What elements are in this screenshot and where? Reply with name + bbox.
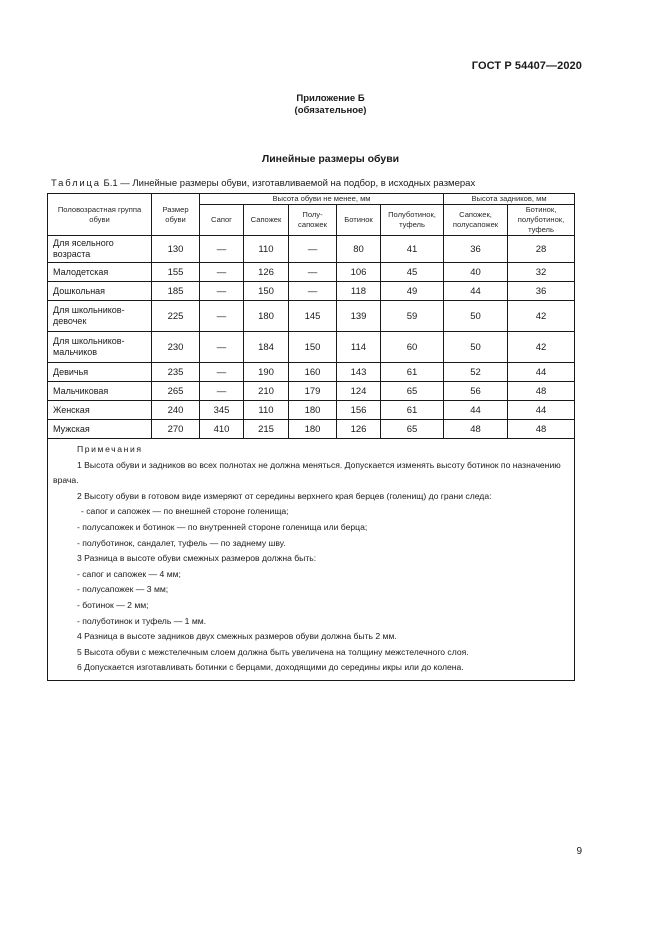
header-polusapozhek: Полу-сапожек [289, 205, 337, 236]
cell-botinok: 126 [337, 420, 381, 439]
cell-heel1: 36 [444, 236, 508, 263]
note-2: 2 Высоту обуви в готовом виде измеряют от середины верхнего края берцев (голенищ) до грани следа: [77, 490, 492, 501]
header-height-group: Высота обуви не менее, мм [200, 194, 444, 205]
table-row [48, 282, 575, 301]
table-header-row [48, 194, 575, 205]
cell-size: 155 [152, 263, 200, 282]
note-4: 4 Разница в высоте задников двух смежных размеров обуви должна быть 2 мм. [77, 631, 397, 642]
shoe-size-table [47, 193, 575, 681]
cell-heel1: 52 [444, 363, 508, 382]
cell-polusapozhek: 150 [289, 332, 337, 363]
header-heel-botinok: Ботинок, полуботинок, туфель [508, 205, 575, 236]
header-group: Половозрастная группа обуви [48, 194, 152, 236]
note-2c: - полуботинок, сандалет, туфель — по заднему шву. [77, 537, 286, 548]
cell-group: Мальчиковая [48, 382, 152, 401]
cell-sapozhek: 110 [244, 401, 289, 420]
note-3: 3 Разница в высоте обуви смежных размеров должна быть: [77, 553, 317, 564]
cell-group: Малодетская [48, 263, 152, 282]
cell-polubotinok: 41 [381, 236, 444, 263]
note-3b: - полусапожек — 3 мм; [77, 584, 169, 595]
header-sapozhek: Сапожек [244, 205, 289, 236]
cell-sapog: — [200, 382, 244, 401]
cell-heel2: 42 [508, 301, 575, 332]
cell-sapozhek: 210 [244, 382, 289, 401]
cell-polubotinok: 49 [381, 282, 444, 301]
cell-polusapozhek: — [289, 236, 337, 263]
cell-polubotinok: 61 [381, 363, 444, 382]
cell-group: Дошкольная [48, 282, 152, 301]
cell-polubotinok: 59 [381, 301, 444, 332]
cell-sapog: — [200, 263, 244, 282]
table-row [48, 263, 575, 282]
appendix-title: Приложение Б [296, 93, 365, 104]
note-2b: - полусапожек и ботинок — по внутренней стороне голенища или берца; [77, 521, 368, 532]
cell-sapog: — [200, 301, 244, 332]
cell-size: 240 [152, 401, 200, 420]
cell-group: Для школьников-девочек [48, 301, 152, 332]
cell-size: 130 [152, 236, 200, 263]
cell-polubotinok: 45 [381, 263, 444, 282]
cell-heel2: 44 [508, 401, 575, 420]
table-row [48, 401, 575, 420]
table-row [48, 382, 575, 401]
cell-size: 230 [152, 332, 200, 363]
notes-title: Примечания [77, 444, 143, 454]
table-caption-text: Б.1 — Линейные размеры обуви, изготавливаемой на подбор, в исходных размерах [100, 178, 476, 189]
notes-block [48, 439, 575, 681]
cell-polusapozhek: 180 [289, 420, 337, 439]
cell-heel2: 44 [508, 363, 575, 382]
table-caption-label: Таблица [51, 178, 101, 189]
cell-botinok: 80 [337, 236, 381, 263]
cell-heel2: 48 [508, 382, 575, 401]
cell-botinok: 106 [337, 263, 381, 282]
note-2a: - сапог и сапожек — по внешней стороне голенища; [81, 506, 289, 517]
cell-size: 225 [152, 301, 200, 332]
cell-heel2: 42 [508, 332, 575, 363]
header-botinok: Ботинок [337, 205, 381, 236]
cell-group: Для школьников-мальчиков [48, 332, 152, 363]
cell-polusapozhek: — [289, 263, 337, 282]
cell-botinok: 114 [337, 332, 381, 363]
cell-size: 265 [152, 382, 200, 401]
cell-heel1: 44 [444, 282, 508, 301]
cell-sapog: 345 [200, 401, 244, 420]
cell-botinok: 118 [337, 282, 381, 301]
cell-sapozhek: 126 [244, 263, 289, 282]
cell-heel1: 48 [444, 420, 508, 439]
cell-sapog: 410 [200, 420, 244, 439]
appendix-note: (обязательное) [294, 105, 367, 116]
cell-group: Для ясельного возраста [48, 236, 152, 263]
cell-polubotinok: 65 [381, 420, 444, 439]
cell-heel2: 28 [508, 236, 575, 263]
cell-polubotinok: 61 [381, 401, 444, 420]
cell-heel1: 44 [444, 401, 508, 420]
note-3a: - сапог и сапожек — 4 мм; [77, 568, 181, 579]
cell-polubotinok: 60 [381, 332, 444, 363]
cell-heel1: 50 [444, 301, 508, 332]
note-6: 6 Допускается изготавливать ботинки с берцами, доходящими до середины икры или до колена. [77, 662, 464, 673]
note-3d: - полуботинок и туфель — 1 мм. [77, 615, 207, 626]
cell-sapozhek: 110 [244, 236, 289, 263]
header-size: Размер обуви [152, 194, 200, 236]
header-sapog: Сапог [200, 205, 244, 236]
header-polubotinok: Полуботинок, туфель [381, 205, 444, 236]
cell-sapog: — [200, 332, 244, 363]
cell-polusapozhek: 180 [289, 401, 337, 420]
table-row [48, 420, 575, 439]
cell-sapozhek: 150 [244, 282, 289, 301]
cell-botinok: 124 [337, 382, 381, 401]
cell-botinok: 156 [337, 401, 381, 420]
header-heel-group: Высота задников, мм [444, 194, 575, 205]
cell-group: Мужская [48, 420, 152, 439]
cell-group: Девичья [48, 363, 152, 382]
cell-heel1: 50 [444, 332, 508, 363]
page-number: 9 [576, 846, 582, 857]
cell-sapozhek: 215 [244, 420, 289, 439]
cell-sapog: — [200, 236, 244, 263]
cell-botinok: 143 [337, 363, 381, 382]
note-3c: - ботинок — 2 мм; [77, 599, 149, 610]
cell-size: 185 [152, 282, 200, 301]
cell-sapozhek: 184 [244, 332, 289, 363]
note-1: 1 Высота обуви и задников во всех полнотах не должна меняться. Допускается изменять высоту ботинок по назначению врача. [53, 459, 561, 486]
cell-polusapozhek: 179 [289, 382, 337, 401]
table-caption [51, 178, 475, 189]
section-title: Линейные размеры обуви [261, 153, 400, 165]
table-row [48, 363, 575, 382]
note-5: 5 Высота обуви с межстелечным слоем должна быть увеличена на толщину межстелечного слоя. [77, 646, 469, 657]
notes-row [48, 439, 575, 681]
cell-polusapozhek: 145 [289, 301, 337, 332]
cell-sapozhek: 180 [244, 301, 289, 332]
cell-sapog: — [200, 282, 244, 301]
cell-polubotinok: 65 [381, 382, 444, 401]
cell-heel2: 36 [508, 282, 575, 301]
cell-botinok: 139 [337, 301, 381, 332]
appendix-heading [0, 93, 661, 117]
table-row [48, 332, 575, 363]
cell-polusapozhek: 160 [289, 363, 337, 382]
cell-size: 270 [152, 420, 200, 439]
cell-sapozhek: 190 [244, 363, 289, 382]
standard-code: ГОСТ Р 54407—2020 [471, 60, 582, 72]
cell-heel2: 32 [508, 263, 575, 282]
table-row [48, 236, 575, 263]
cell-sapog: — [200, 363, 244, 382]
cell-heel2: 48 [508, 420, 575, 439]
cell-polusapozhek: — [289, 282, 337, 301]
cell-heel1: 40 [444, 263, 508, 282]
table-row [48, 301, 575, 332]
cell-size: 235 [152, 363, 200, 382]
cell-heel1: 56 [444, 382, 508, 401]
header-heel-sapozhek: Сапожек, полусапожек [444, 205, 508, 236]
cell-group: Женская [48, 401, 152, 420]
